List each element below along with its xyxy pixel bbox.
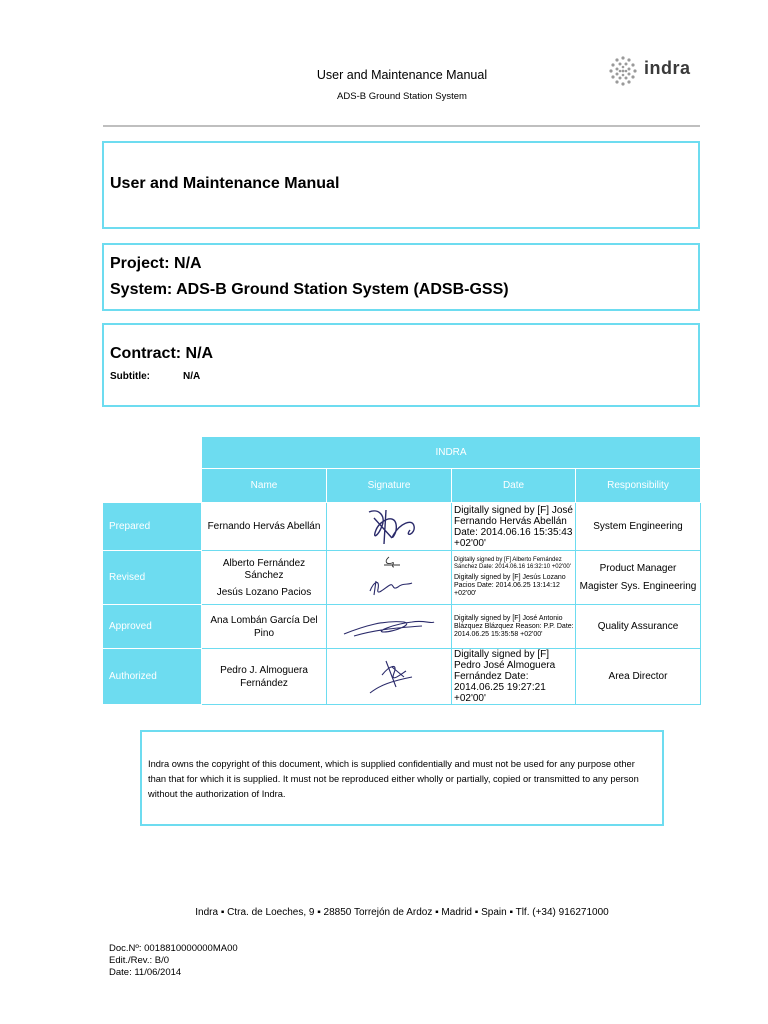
responsibility-2: Magister Sys. Engineering: [579, 580, 697, 592]
signature-date-1: Digitally signed by [F] Alberto Fernández Sánchez Date: 2014.06.16 16:32:10 +02'00': [454, 557, 571, 570]
signer-name: Ana Lombán García Del Pino: [202, 605, 327, 649]
signature-date: [452, 605, 576, 649]
system-line: System: ADS-B Ground Station System (ADSB-GSS): [110, 281, 509, 298]
signer-name-2: Jesús Lozano Pacios: [216, 586, 312, 598]
table-row: [103, 605, 701, 649]
signature-date-text: Digitally signed by [F] José Fernando Hervás Abellán Date: 2014.06.16 15:35:43 +02'00': [454, 504, 573, 549]
col-header-signature: Signature: [327, 469, 452, 503]
table-row: [103, 551, 701, 605]
signature-dates: [452, 551, 576, 605]
contract-box: [102, 323, 700, 407]
signer-name-1: Alberto Fernández Sánchez: [222, 557, 306, 581]
indra-logo: [606, 55, 706, 87]
header-title: User and Maintenance Manual: [316, 68, 488, 82]
col-header-name: Name: [202, 469, 327, 503]
signature-date: [452, 649, 576, 705]
header-rule: [103, 125, 700, 127]
title-box: [102, 141, 700, 229]
signer-name: Pedro J. Almoguera Fernández: [202, 649, 327, 705]
row-label-authorized: Authorized: [103, 649, 202, 705]
copyright-text: Indra owns the copyright of this document, which is supplied confidentially and must not be used for any purpose other than that for which it is supplied. It must not be reproduced either wholly or partially, copied or transmitted to any person without the authorization of Indra.: [148, 759, 639, 799]
row-label-prepared: Prepared: [103, 503, 202, 551]
contract-line: Contract: N/A: [110, 345, 214, 362]
col-header-responsibility: Responsibility: [576, 469, 701, 503]
signature-date-text: Digitally signed by [F] Pedro José Almoguera Fernández Date: 2014.06.25 19:27:21 +02'00': [454, 649, 556, 704]
project-line: Project: N/A: [110, 255, 202, 272]
signer-names: [202, 551, 327, 605]
signature-image: [327, 649, 452, 705]
handwritten-signature-icon: [334, 653, 444, 697]
doc-number: Doc.Nº: 0018810000000MA00: [109, 943, 238, 954]
signer-name: Fernando Hervás Abellán: [202, 503, 327, 551]
header-subtitle: ADS-B Ground Station System: [337, 91, 467, 102]
table-row: [103, 503, 701, 551]
handwritten-signature-icon: [334, 606, 444, 644]
signature-image: [327, 605, 452, 649]
responsibility: System Engineering: [576, 503, 701, 551]
row-label-revised: Revised: [103, 551, 202, 605]
subtitle-label: Subtitle:: [110, 371, 150, 382]
responsibility-1: Product Manager: [599, 562, 677, 574]
edit-revision: Edit./Rev.: B/0: [109, 955, 170, 966]
responsibility: Area Director: [576, 649, 701, 705]
signature-date: [452, 503, 576, 551]
signature-image: [327, 551, 452, 605]
handwritten-signature-icon: [334, 504, 444, 546]
signature-date-2: Digitally signed by [F] Jesús Lozano Pacios Date: 2014.06.25 13:14:12 +02'00': [454, 574, 566, 597]
manual-title: User and Maintenance Manual: [110, 175, 340, 192]
row-label-approved: Approved: [103, 605, 202, 649]
responsibility: Quality Assurance: [576, 605, 701, 649]
footer-address: Indra ▪ Ctra. de Loeches, 9 ▪ 28850 Torrejón de Ardoz ▪ Madrid ▪ Spain ▪ Tlf. (+34) 916271000: [195, 907, 609, 918]
signature-date-text: Digitally signed by [F] José Antonio Blázquez Blázquez Reason: P.P. Date: 2014.06.25 15:35:58 +02'00': [454, 614, 574, 638]
handwritten-signature-icon: [334, 551, 444, 601]
doc-date: Date: 11/06/2014: [109, 967, 182, 978]
col-header-date: Date: [452, 469, 576, 503]
table-row: [103, 649, 701, 705]
table-company-header: INDRA: [202, 437, 701, 469]
logo-wordmark: indra: [644, 58, 691, 78]
indra-logo-icon: [606, 55, 640, 87]
project-box: [102, 243, 700, 311]
subtitle-value: N/A: [183, 371, 201, 382]
copyright-box: [140, 730, 664, 826]
responsibilities: [576, 551, 701, 605]
signature-image: [327, 503, 452, 551]
signature-table: [102, 436, 701, 705]
